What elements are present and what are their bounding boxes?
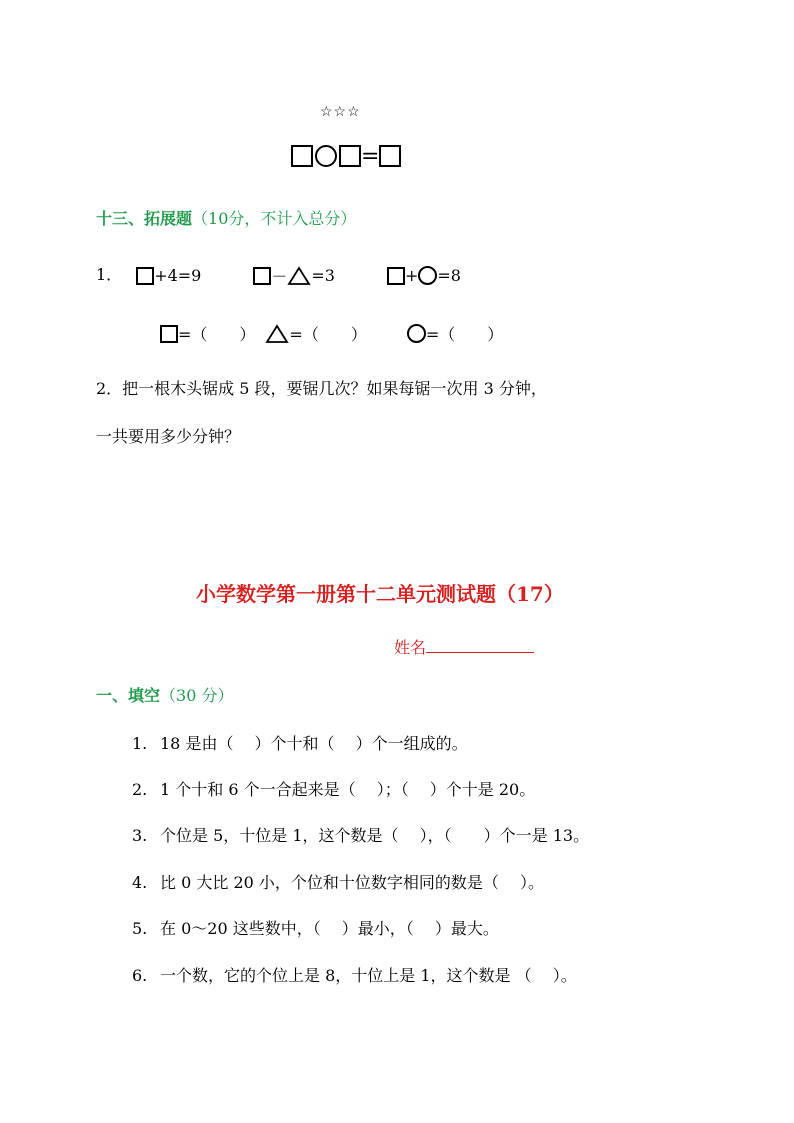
item-number: 3.	[132, 826, 148, 845]
list-item	[132, 777, 535, 800]
plus-sign: +	[404, 266, 419, 285]
triangle-shape	[287, 266, 311, 286]
stars-rating: ☆☆☆	[320, 104, 361, 120]
item-text: 18 是由（ ）个十和（ ）个一组成的。	[160, 734, 468, 753]
item-number: 4.	[132, 873, 148, 892]
item-text: 一个数，它的个位上是 8，十位上是 1，这个数是 （ ）。	[160, 966, 577, 985]
list-item	[132, 870, 544, 893]
equation-text: +4=9	[154, 266, 202, 285]
question-1-equations	[96, 262, 461, 287]
item-text: 在 0～20 这些数中，（ ）最小，（ ）最大。	[160, 919, 499, 938]
item-number: 1.	[132, 734, 148, 753]
equation-text: =3	[311, 266, 335, 285]
name-blank-line[interactable]	[426, 638, 534, 653]
minus-sign: －	[271, 267, 288, 286]
square-shape	[387, 267, 405, 285]
item-text: 个位是 5，十位是 1，这个数是（ ），（ ）个一是 13。	[160, 826, 590, 845]
section-1-note: （30 分）	[160, 686, 234, 705]
square-shape	[379, 145, 401, 167]
name-label: 姓名	[394, 638, 427, 657]
shape-equation	[291, 143, 401, 169]
triangle-shape	[265, 324, 289, 344]
circle-shape	[418, 266, 437, 285]
equation-text: =8	[437, 266, 461, 285]
list-item	[132, 823, 589, 846]
circle-shape	[315, 145, 337, 167]
square-shape	[339, 145, 361, 167]
section-13-title: 十三、拓展题	[96, 209, 193, 228]
square-shape	[291, 145, 313, 167]
item-text: 1 个十和 6 个一合起来是（ ）；（ ）个十是 20。	[160, 780, 536, 799]
list-item	[132, 963, 577, 986]
item-number: 2.	[132, 780, 148, 799]
item-number: 6.	[132, 966, 148, 985]
test-title: 小学数学第一册第十二单元测试题（17）	[196, 582, 564, 606]
name-field	[394, 635, 534, 658]
answer-blank: =（ ）	[289, 325, 367, 344]
item-text: 比 0 大比 20 小，个位和十位数字相同的数是（ ）。	[160, 873, 544, 892]
section-13-note: （10分，不计入总分）	[192, 209, 357, 228]
equals-sign: =	[361, 143, 380, 169]
question-2-line-2: 一共要用多少分钟？	[96, 427, 241, 446]
list-item	[132, 731, 468, 754]
section-1-title: 一、填空	[96, 686, 161, 705]
question-number: 1．	[96, 265, 123, 284]
square-shape	[160, 325, 178, 343]
section-13-heading	[96, 206, 356, 229]
section-1-heading	[96, 683, 233, 706]
answer-blank: =（ ）	[425, 325, 504, 344]
square-shape	[253, 267, 271, 285]
question-1-answers	[160, 322, 503, 345]
question-2-line-1: 2．把一根木头锯成 5 段，要锯几次？如果每锯一次用 3 分钟，	[96, 379, 547, 398]
list-item	[132, 916, 499, 939]
square-shape	[136, 267, 154, 285]
circle-shape	[407, 324, 426, 343]
answer-blank: =（ ）	[178, 325, 256, 344]
item-number: 5.	[132, 919, 148, 938]
